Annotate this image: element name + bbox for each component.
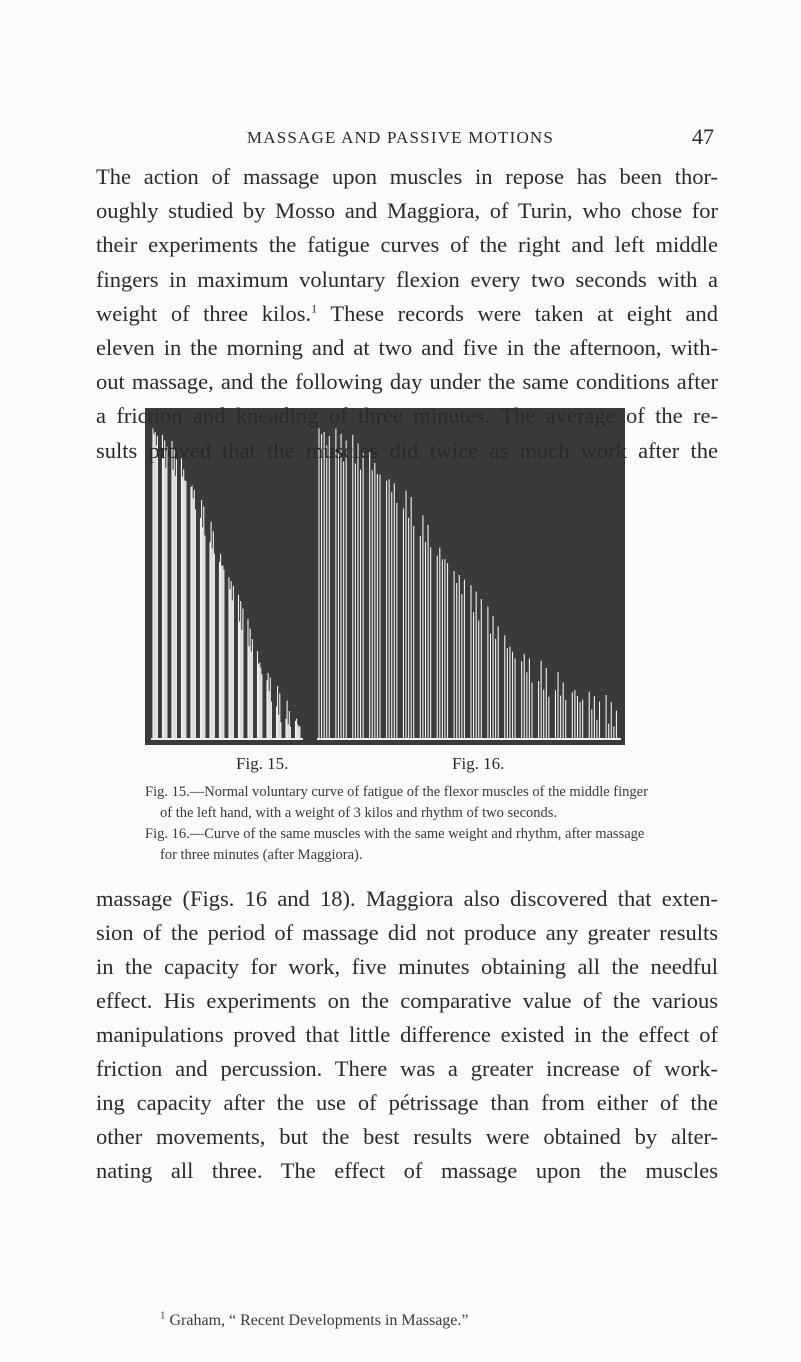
fig16-caption <box>145 824 731 845</box>
fig15-curve <box>151 428 303 739</box>
body-line: friction and percussion. There was a greater increase of work- <box>96 1056 718 1081</box>
footnote-marker: 1 <box>160 1309 166 1322</box>
caption-line: for three minutes (after Maggiora). <box>160 847 363 863</box>
body-line-segment: These records were taken at eight and <box>330 300 718 326</box>
body-line-with-footnote <box>96 297 718 331</box>
caption-line: Fig. 15.—Normal voluntary curve of fatigue of the flexor muscles of the middle finger <box>145 784 648 800</box>
body-line: eleven in the morning and at two and five in the afternoon, with- <box>96 335 718 360</box>
body-line: a friction and kneading of three minutes. The average of the re- <box>96 403 718 429</box>
caption-line: Fig. 16.—Curve of the same muscles with the same weight and rhythm, after massage <box>145 826 645 842</box>
body-line: effect. His experiments on the comparative value of the various <box>96 988 718 1013</box>
body-line: their experiments the fatigue curves of the right and left middle <box>96 232 718 258</box>
fig16-curve <box>317 428 621 739</box>
fig16-caption-cont <box>160 845 746 866</box>
body-line: manipulations proved that little difference existed in the effect of <box>96 1022 718 1047</box>
body-line: massage (Figs. 16 and 18). Maggiora also discovered that exten- <box>96 886 718 911</box>
footnote-reference: 1 <box>311 301 318 316</box>
footnote-text: Graham, “ Recent Developments in Massage.” <box>169 1312 469 1329</box>
fig15-caption <box>145 782 731 803</box>
fig15-caption-cont <box>160 803 746 824</box>
body-line-segment: weight of three kilos. <box>96 300 312 326</box>
body-line: sults proved that the muscles did twice as much work after the <box>96 437 718 463</box>
fig15-label: Fig. 15. <box>236 754 289 773</box>
body-line: The action of massage upon muscles in repose has been thor- <box>96 164 718 189</box>
body-line: in the capacity for work, five minutes obtaining all the needful <box>96 954 718 979</box>
body-line: oughly studied by Mosso and Maggiora, of Turin, who chose for <box>96 198 718 224</box>
running-head: MASSAGE AND PASSIVE MOTIONS <box>246 128 555 147</box>
footnote <box>160 1309 469 1330</box>
caption-line: of the left hand, with a weight of 3 kilos and rhythm of two seconds. <box>160 805 558 821</box>
body-line: nating all three. The effect of massage upon the muscles <box>96 1158 718 1183</box>
page-number: 47 <box>692 124 714 149</box>
body-line: other movements, but the best results were obtained by alter- <box>96 1124 718 1149</box>
body-line: ing capacity after the use of pétrissage than from either of the <box>96 1090 718 1115</box>
fig16-label: Fig. 16. <box>452 754 505 773</box>
body-line: sion of the period of massage did not produce any greater results <box>96 920 718 945</box>
body-line: fingers in maximum voluntary flexion every two seconds with a <box>96 266 718 292</box>
body-line: out massage, and the following day under the same conditions after <box>96 369 718 395</box>
